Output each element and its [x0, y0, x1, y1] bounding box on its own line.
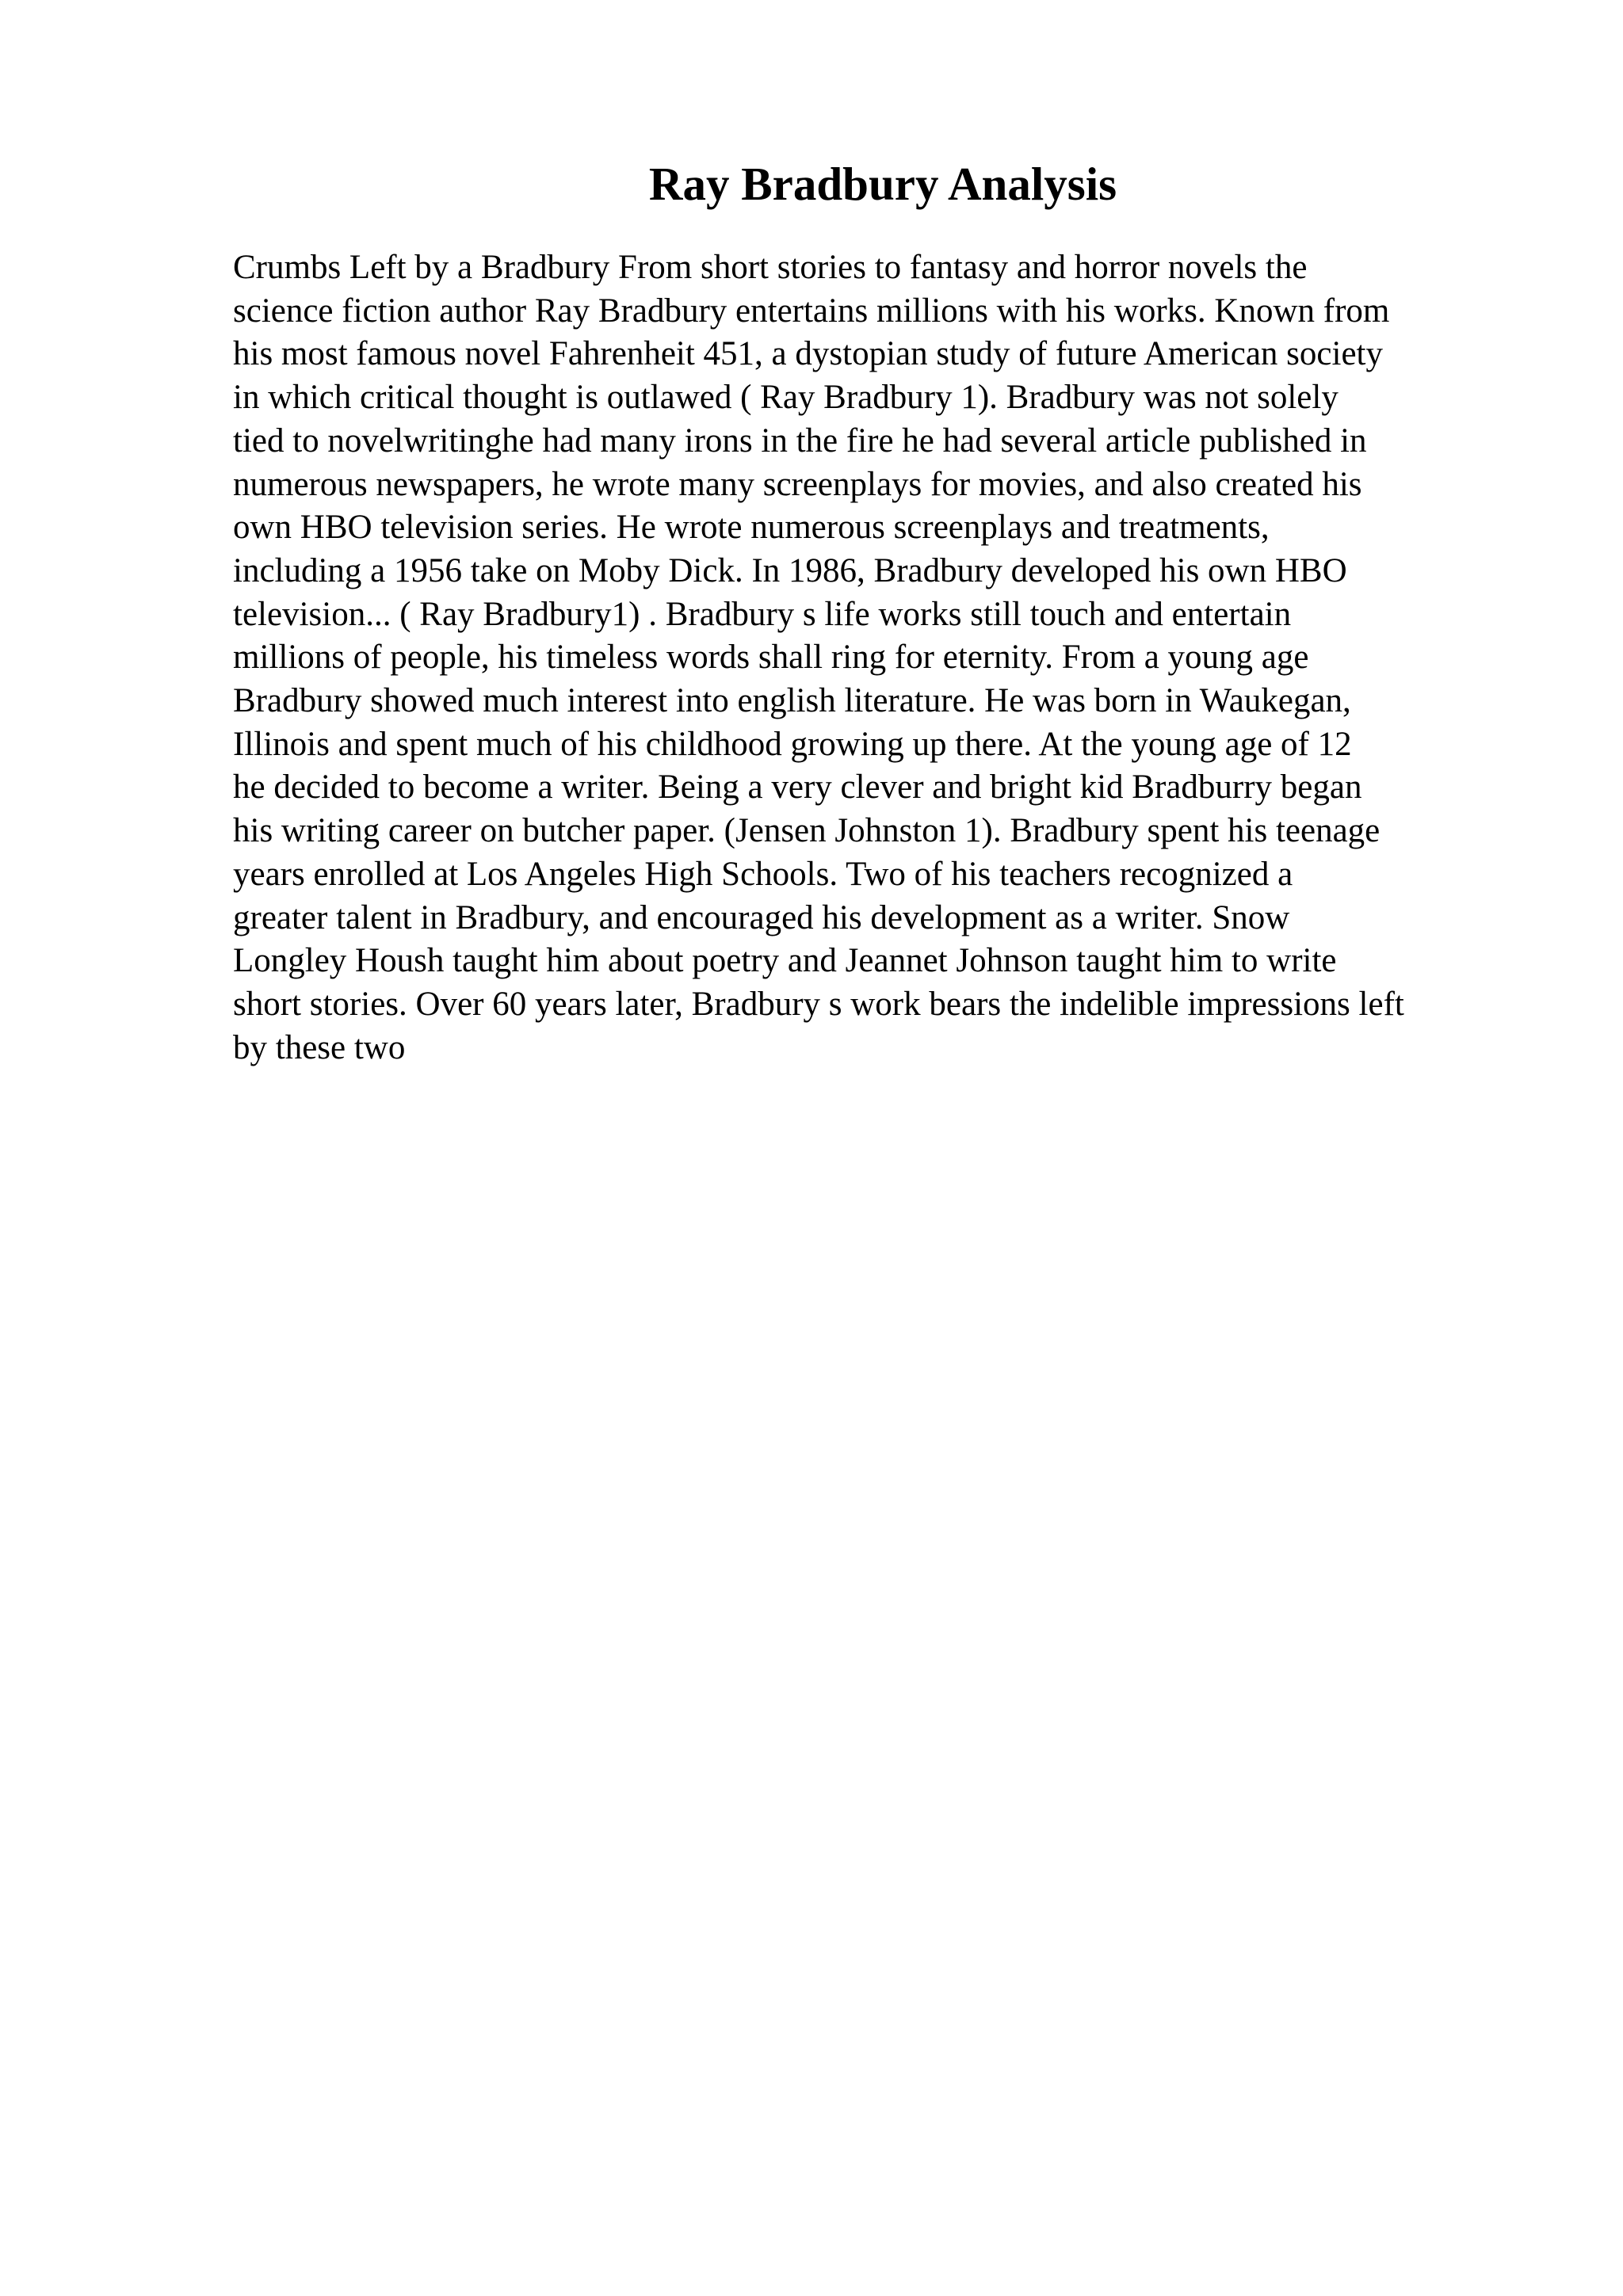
text-line: tied to novelwritinghe had many irons in the fire he had several article published in — [233, 421, 1367, 460]
body-paragraph — [233, 246, 1533, 1070]
text-line: Illinois and spent much of his childhood growing up there. At the young age of 12 — [233, 725, 1352, 763]
text-line: millions of people, his timeless words shall ring for eternity. From a young age — [233, 639, 1309, 677]
text-line: his most famous novel Fahrenheit 451, a dystopian study of future American society — [233, 335, 1383, 373]
text-line: Longley Housh taught him about poetry and Jeannet Johnson taught him to write — [233, 942, 1337, 980]
text-line: greater talent in Bradbury, and encouraged his development as a writer. Snow — [233, 898, 1290, 936]
text-line: years enrolled at Los Angeles High Schools. Two of his teachers recognized a — [233, 855, 1293, 893]
document-title: Ray Bradbury Analysis — [648, 158, 1117, 210]
text-line: short stories. Over 60 years later, Bradbury s work bears the indelible impressions left — [233, 985, 1404, 1023]
text-line: Crumbs Left by a Bradbury From short stories to fantasy and horror novels the — [233, 249, 1308, 286]
text-line: his writing career on butcher paper. (Jensen Johnston 1). Bradbury spent his teenage — [233, 812, 1381, 850]
text-line: numerous newspapers, he wrote many screenplays for movies, and also created his — [233, 465, 1362, 503]
text-line: Bradbury showed much interest into english literature. He was born in Waukegan, — [233, 682, 1351, 720]
text-line: science fiction author Ray Bradbury entertains millions with his works. Known from — [233, 292, 1390, 330]
text-line: including a 1956 take on Moby Dick. In 1986, Bradbury developed his own HBO — [233, 551, 1347, 589]
text-line: television... ( Ray Bradbury1) . Bradbury s life works still touch and entertain — [233, 595, 1292, 633]
text-line: he decided to become a writer. Being a very clever and bright kid Bradburry began — [233, 769, 1362, 807]
text-line: in which critical thought is outlawed ( Ray Bradbury 1). Bradbury was not solely — [233, 379, 1338, 417]
text-line: own HBO television series. He wrote numerous screenplays and treatments, — [233, 509, 1270, 547]
text-line: by these two — [233, 1028, 406, 1066]
